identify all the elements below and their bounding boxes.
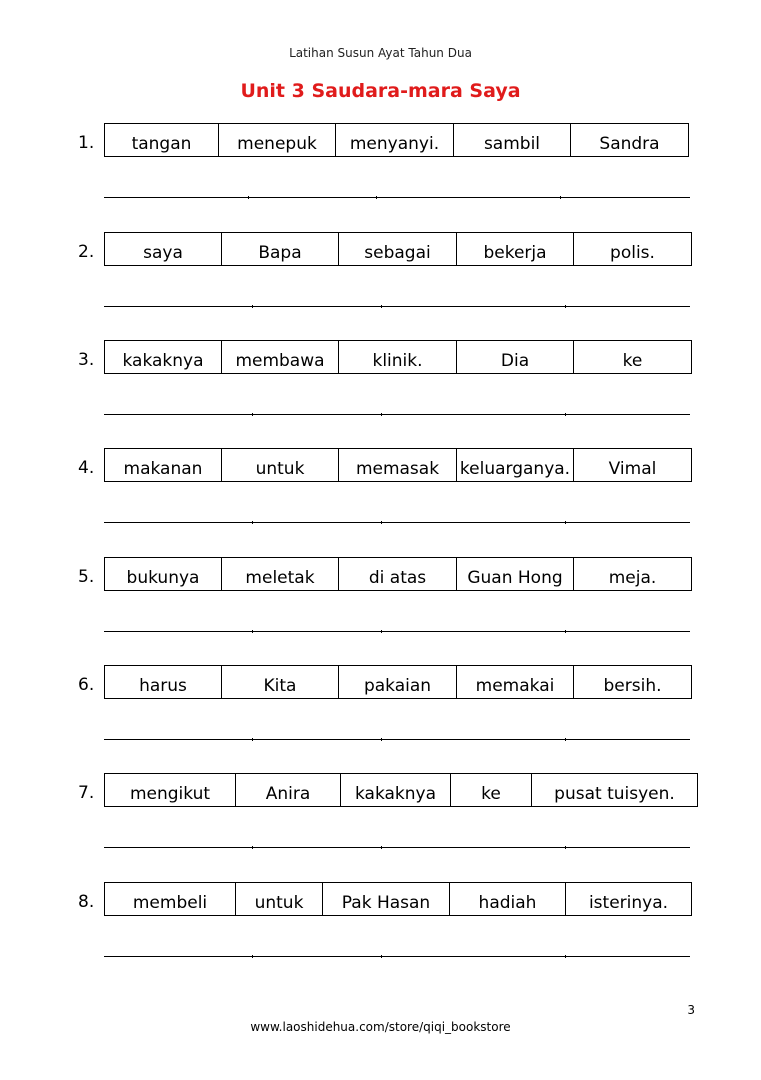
answer-line-tick [252,846,253,849]
word-box: Dia [457,341,574,373]
answer-line-tick [565,738,566,741]
answer-line-tick [248,196,249,199]
answer-line-tick [381,630,382,633]
word-boxes [104,557,692,591]
word-box: menepuk [219,124,336,156]
answer-line-tick [565,413,566,416]
answer-line[interactable] [104,631,690,632]
answer-line[interactable] [104,739,690,740]
question-5 [0,557,761,667]
word-boxes [104,773,698,807]
word-box: membeli [105,883,236,915]
word-box: mengikut [105,774,236,806]
answer-line-tick [560,196,561,199]
answer-line-tick [381,738,382,741]
word-box: Bapa [222,233,339,265]
answer-line-tick [381,521,382,524]
word-box: saya [105,233,222,265]
word-box: membawa [222,341,339,373]
footer-url: www.laoshidehua.com/store/qiqi_bookstore [250,1020,511,1034]
word-box: Pak Hasan [323,883,450,915]
answer-line-tick [252,305,253,308]
word-box: di atas [339,558,457,590]
question-number: 5. [78,567,95,587]
question-4 [0,448,761,558]
word-boxes [104,340,692,374]
word-box: meja. [608,568,657,588]
answer-line-tick [565,521,566,524]
word-box: untuk [236,883,323,915]
word-box: Vimal [608,459,657,479]
word-box: sambil [454,124,571,156]
answer-line-tick [565,305,566,308]
question-number: 8. [78,892,95,912]
answer-line-tick [565,955,566,958]
word-box: klinik. [339,341,457,373]
word-box: memasak [339,449,457,481]
question-1 [0,123,761,233]
answer-line-tick [565,846,566,849]
word-box: Sandra [599,134,660,154]
word-box: kakaknya [341,774,451,806]
question-number: 2. [78,242,95,262]
answer-line[interactable] [104,414,690,415]
page-header: Latihan Susun Ayat Tahun Dua [289,46,472,60]
answer-line-tick [381,413,382,416]
answer-line-tick [252,738,253,741]
word-box: menyanyi. [336,124,454,156]
answer-line[interactable] [104,306,690,307]
word-box: meletak [222,558,339,590]
answer-line-tick [252,521,253,524]
word-box: kakaknya [105,341,222,373]
word-boxes [104,232,692,266]
question-6 [0,665,761,775]
word-box: bekerja [457,233,574,265]
answer-line[interactable] [104,847,690,848]
question-3 [0,340,761,450]
answer-line-tick [376,196,377,199]
word-box: memakai [457,666,574,698]
answer-line-tick [381,955,382,958]
word-box: makanan [105,449,222,481]
answer-line-tick [381,846,382,849]
word-box: ke [622,351,643,371]
question-8 [0,882,761,992]
word-box: sebagai [339,233,457,265]
question-number: 1. [78,133,95,153]
word-boxes [104,882,692,916]
question-number: 3. [78,350,95,370]
answer-line-tick [252,955,253,958]
answer-line-tick [565,630,566,633]
worksheet-title: Unit 3 Saudara-mara Saya [240,80,521,102]
word-box: pakaian [339,666,457,698]
answer-line[interactable] [104,956,690,957]
question-2 [0,232,761,342]
word-box: isterinya. [588,893,669,913]
word-box: bersih. [603,676,662,696]
word-box: bukunya [105,558,222,590]
word-boxes [104,448,692,482]
word-box: pusat tuisyen. [554,784,675,804]
question-number: 6. [78,675,95,695]
question-number: 4. [78,458,95,478]
word-box: keluarganya. [457,449,574,481]
word-box: polis. [610,243,655,263]
word-box: Guan Hong [457,558,574,590]
word-box: ke [451,774,532,806]
word-box: hadiah [450,883,566,915]
question-7 [0,773,761,883]
page-number: 3 [687,1003,695,1017]
word-box: untuk [222,449,339,481]
word-box: Kita [222,666,339,698]
word-boxes [104,123,689,157]
word-box: tangan [105,124,219,156]
answer-line-tick [252,413,253,416]
word-box: harus [105,666,222,698]
question-number: 7. [78,783,95,803]
answer-line[interactable] [104,522,690,523]
word-box: Anira [236,774,341,806]
word-boxes [104,665,692,699]
answer-line[interactable] [104,197,690,198]
answer-line-tick [252,630,253,633]
answer-line-tick [381,305,382,308]
